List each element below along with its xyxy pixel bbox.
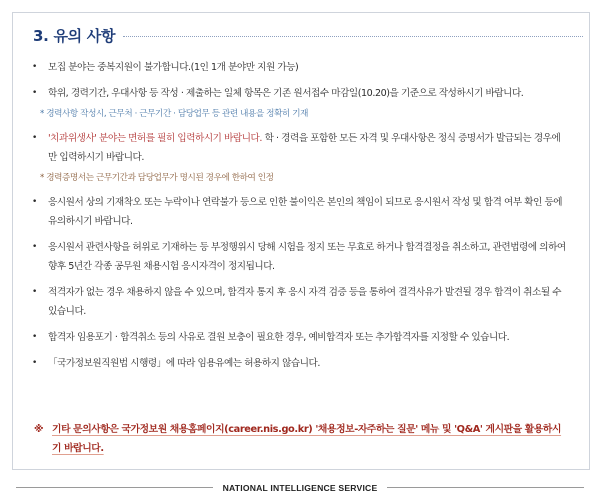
notice-list [28, 58, 568, 380]
section-title: 3. 유의 사항 [33, 27, 116, 45]
item-text: 모집 분야는 중복지원이 불가합니다.(1인 1개 분야만 지원 가능) [48, 62, 299, 73]
career-note: * 경력사항 작성시, 근무처 · 근무기간 · 담당업무 등 관련 내용을 정확히 기재 [40, 109, 309, 119]
item-text: 응시원서 상의 기재착오 또는 누락이나 연락불가 등으로 인한 불이익은 본인의 책임이 되므로 응시원서 작성 및 합격 여부 확인 등에 유의하시기 바랍니다. [48, 197, 563, 227]
bullet-icon: • [32, 197, 37, 207]
list-item [28, 238, 568, 276]
item-text: 학위, 경력기간, 우대사항 등 작성 · 제출하는 일체 항목은 기존 원서접수 마감일(10.20)을 기준으로 작성하시기 바랍니다. [48, 88, 524, 99]
item-text: 적격자가 없는 경우 채용하지 않을 수 있으며, 합격자 통지 후 응시 자격 검증 등을 통하여 결격사유가 발견될 경우 합격이 취소될 수 있습니다. [48, 287, 562, 317]
bullet-icon: • [32, 332, 37, 342]
list-item [28, 283, 568, 321]
inquiry-text: 기타 문의사항은 국가정보원 채용홈페이지(career.nis.go.kr) '채용정보-자주하는 질문' 메뉴 및 'Q&A' 게시판을 활용하시기 바랍니다. [52, 424, 562, 454]
certificate-note: * 경력증명서는 근무기간과 담당업무가 명시된 경우에 한하여 인정 [40, 173, 274, 183]
reference-mark: ※ [34, 424, 44, 435]
bullet-icon: • [32, 88, 37, 98]
list-item [28, 129, 568, 167]
dental-hygienist-warning: '치과위생사' 분야는 면허를 필히 입력하시기 바랍니다. [48, 133, 262, 144]
list-item [28, 328, 568, 347]
footer [0, 478, 600, 498]
inquiry-note [34, 420, 570, 458]
footer-label: NATIONAL INTELLIGENCE SERVICE [213, 483, 388, 493]
bullet-icon: • [32, 133, 37, 143]
dotted-rule [123, 36, 583, 37]
bullet-icon: • [32, 242, 37, 252]
section-heading [33, 25, 583, 46]
item-text: 응시원서 관련사항을 허위로 기재하는 등 부정행위시 당해 시험을 정지 또는 무효로 하거나 합격결정을 취소하고, 관련법령에 의하여 향후 5년간 각종 공무원 채용시험 응시자격이 정지됩니다. [48, 242, 566, 272]
item-text: 「국가정보원직원법 시행령」에 따라 임용유예는 허용하지 않습니다. [48, 358, 320, 369]
list-item [28, 58, 568, 77]
list-item [28, 193, 568, 231]
list-item [28, 84, 568, 103]
list-item [28, 354, 568, 373]
bullet-icon: • [32, 287, 37, 297]
bullet-icon: • [32, 62, 37, 72]
item-text: 합격자 임용포기 · 합격취소 등의 사유로 결원 보충이 필요한 경우, 예비합격자 또는 추가합격자를 지정할 수 있습니다. [48, 332, 510, 343]
item-text: 학 · 경력을 포함한 모든 자격 및 우대사항은 정식 증명서가 발급되는 경우에만 입력하시기 바랍니다. [48, 133, 561, 163]
bullet-icon: • [32, 358, 37, 368]
